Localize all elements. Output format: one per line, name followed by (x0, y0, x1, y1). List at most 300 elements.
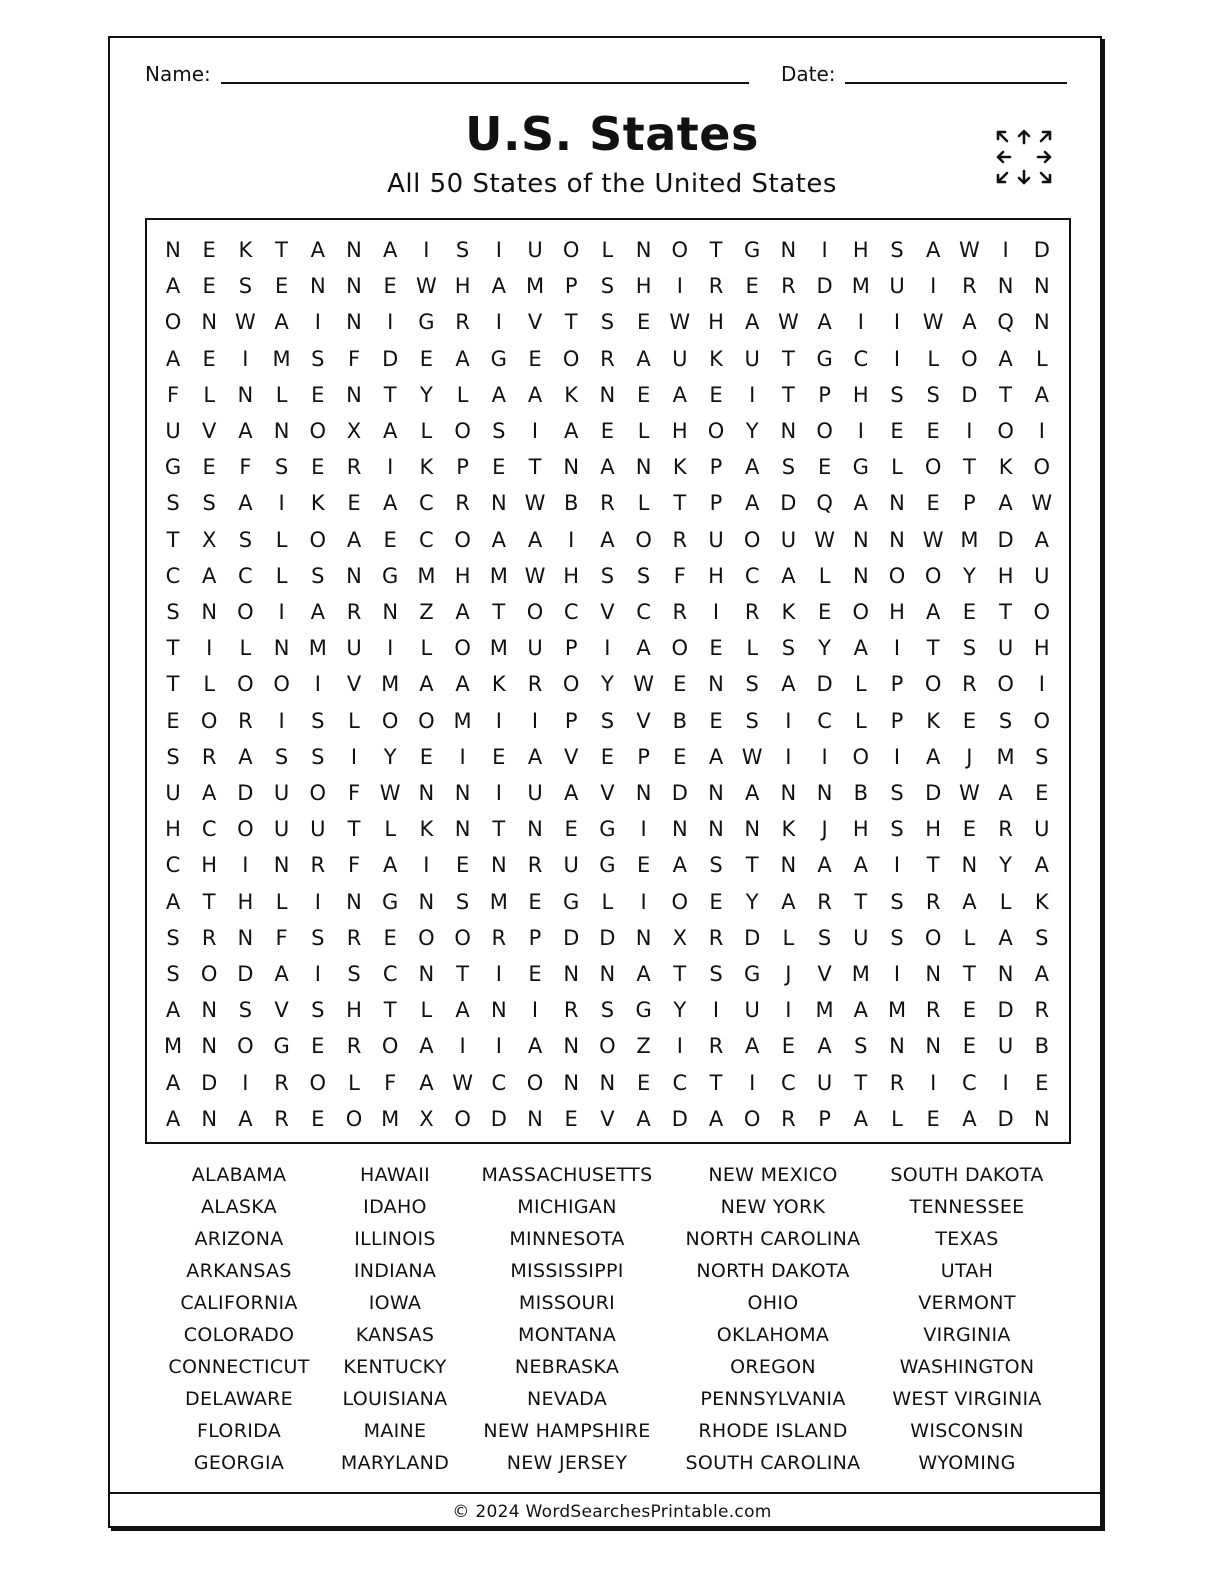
grid-letter: L (927, 346, 940, 371)
grid-letter: G (744, 962, 761, 986)
grid-letter: N (273, 853, 290, 878)
grid-letter: E (709, 708, 723, 733)
grid-letter: V (274, 998, 289, 1023)
grid-letter: H (165, 817, 181, 842)
grid-letter: R (600, 346, 615, 371)
grid-letter: L (1035, 346, 1048, 371)
grid-letter: A (310, 600, 325, 624)
grid-letter: L (601, 889, 614, 914)
direction-arrows-icon (993, 126, 1055, 188)
grid-letter: S (781, 455, 796, 480)
grid-letter: A (383, 491, 398, 516)
grid-letter: H (889, 600, 905, 624)
grid-letter: R (708, 1034, 724, 1059)
grid-letter: L (348, 1070, 360, 1095)
grid-letter: C (165, 563, 181, 588)
grid-letter: S (274, 455, 289, 480)
grid-letter: E (311, 1106, 325, 1131)
grid-letter: I (1038, 672, 1045, 697)
grid-letter: K (419, 455, 434, 480)
grid-letter: L (637, 491, 650, 516)
grid-letter: R (962, 672, 977, 697)
grid-letter: U (744, 346, 760, 371)
grid-letter: O (237, 600, 254, 624)
grid-letter: E (311, 1034, 325, 1059)
grid-letter: Y (383, 744, 397, 769)
grid-letter: N (635, 238, 652, 262)
grid-letter: I (495, 310, 502, 335)
grid-letter: P (818, 1106, 831, 1131)
grid-letter: F (347, 346, 361, 371)
grid-letter: W (524, 491, 546, 516)
grid-letter: T (492, 817, 506, 842)
grid-letter: H (925, 817, 942, 842)
word-list-item: SOUTH DAKOTA (890, 1164, 1044, 1186)
grid-letter: R (708, 274, 724, 299)
grid-letter: O (671, 889, 689, 914)
grid-letter: C (636, 600, 651, 624)
grid-letter: H (997, 563, 1014, 588)
grid-letter: H (346, 998, 362, 1023)
grid-letter: O (381, 1034, 399, 1059)
grid-letter: S (1035, 925, 1049, 950)
grid-letter: S (600, 274, 615, 299)
grid-letter: N (997, 274, 1014, 299)
grid-letter: D (237, 962, 254, 986)
grid-letter: I (387, 310, 394, 335)
grid-letter: I (531, 419, 539, 443)
grid-letter: I (893, 962, 901, 986)
grid-letter: N (346, 274, 362, 299)
grid-letter: E (962, 600, 977, 624)
word-list-item: MARYLAND (340, 1452, 450, 1474)
grid-letter: E (1035, 1070, 1049, 1095)
grid-letter: N (816, 781, 833, 805)
grid-letter: A (238, 1106, 253, 1131)
grid-letter: E (528, 962, 542, 986)
grid-letter: I (278, 600, 285, 624)
grid-letter: N (237, 925, 254, 950)
grid-letter: G (852, 455, 869, 480)
grid-letter: W (741, 744, 763, 769)
grid-letter: D (816, 672, 833, 697)
grid-letter: E (492, 455, 506, 480)
grid-letter: H (635, 274, 652, 299)
grid-letter: O (852, 600, 870, 624)
grid-letter: A (636, 346, 651, 371)
grid-letter: A (853, 1106, 868, 1131)
grid-letter: P (564, 274, 578, 299)
grid-letter: D (563, 925, 580, 950)
grid-letter: A (274, 310, 289, 335)
grid-letter: I (278, 708, 285, 733)
grid-letter: I (495, 708, 502, 733)
grid-letter: H (852, 238, 869, 262)
grid-letter: C (201, 817, 217, 842)
grid-letter: R (998, 817, 1013, 842)
grid-letter: H (852, 817, 869, 842)
grid-letter: A (527, 527, 543, 552)
grid-letter: R (563, 998, 579, 1023)
grid-letter: C (238, 563, 253, 588)
grid-letter: R (310, 853, 326, 878)
grid-letter: T (673, 962, 687, 986)
grid-letter: I (387, 636, 394, 661)
grid-letter: I (821, 744, 828, 769)
grid-letter: A (781, 672, 796, 697)
grid-letter: N (1033, 310, 1050, 335)
grid-letter: D (382, 346, 399, 371)
grid-letter: E (600, 419, 615, 443)
grid-letter: P (564, 636, 578, 661)
grid-letter: I (423, 238, 430, 262)
grid-letter: R (346, 600, 362, 624)
grid-letter: D (599, 925, 616, 950)
grid-letter: F (275, 925, 288, 950)
grid-letter: A (202, 781, 217, 805)
grid-letter: D (201, 1070, 218, 1095)
grid-letter: T (166, 636, 180, 661)
grid-letter: A (564, 781, 579, 805)
grid-letter: S (600, 708, 615, 733)
grid-letter: A (419, 1070, 434, 1095)
grid-letter: K (709, 346, 723, 371)
grid-letter: D (1033, 238, 1050, 262)
grid-letter: S (166, 925, 180, 950)
grid-letter: S (492, 419, 506, 443)
word-list-item: OHIO (747, 1292, 799, 1314)
grid-letter: V (202, 419, 217, 443)
grid-letter: N (490, 491, 507, 516)
word-list-item: SOUTH CAROLINA (685, 1452, 861, 1474)
grid-letter: N (1033, 1106, 1050, 1131)
grid-letter: F (239, 455, 252, 480)
grid-letter: E (636, 853, 651, 878)
word-list-item: OREGON (730, 1356, 816, 1378)
grid-letter: E (962, 817, 977, 842)
grid-letter: O (237, 1034, 254, 1059)
grid-letter: N (201, 1106, 218, 1131)
grid-letter: N (852, 563, 869, 588)
grid-letter: T (528, 455, 542, 480)
grid-letter: R (455, 310, 470, 335)
grid-letter: S (455, 238, 470, 262)
grid-letter: T (854, 889, 868, 914)
grid-letter: I (1038, 419, 1045, 443)
grid-letter: B (1034, 1034, 1049, 1059)
grid-letter: L (275, 382, 288, 407)
grid-letter: N (237, 382, 254, 407)
date-label: Date: (781, 62, 836, 86)
grid-letter: A (745, 491, 760, 516)
grid-letter: N (635, 455, 652, 480)
grid-letter: U (273, 817, 290, 842)
grid-letter: O (309, 419, 327, 443)
grid-letter: N (780, 419, 797, 443)
word-list-item: MASSACHUSETTS (481, 1164, 653, 1186)
grid-letter: N (744, 817, 761, 842)
page-subtitle: All 50 States of the United States (387, 169, 837, 199)
grid-letter: N (563, 962, 580, 986)
word-list-item: DELAWARE (185, 1388, 293, 1410)
grid-letter: E (311, 382, 325, 407)
grid-letter: E (455, 853, 470, 878)
grid-letter: L (275, 527, 288, 552)
grid-letter: N (273, 636, 290, 661)
word-list-item: ARKANSAS (186, 1260, 292, 1282)
grid-letter: R (346, 925, 362, 950)
word-list-item: FLORIDA (197, 1420, 281, 1442)
grid-letter: I (930, 274, 937, 299)
word-list-item: TENNESSEE (909, 1196, 1025, 1218)
grid-letter: C (853, 346, 869, 371)
grid-letter: T (926, 636, 940, 661)
grid-letter: L (782, 925, 795, 950)
grid-letter: E (600, 744, 615, 769)
grid-letter: U (672, 346, 688, 371)
grid-letter: L (456, 382, 469, 407)
word-list-item: NEW HAMPSHIRE (483, 1420, 651, 1442)
grid-letter: D (237, 781, 254, 805)
word-list-item: MONTANA (518, 1324, 616, 1346)
grid-letter: O (381, 708, 399, 733)
grid-letter: A (745, 781, 760, 805)
grid-letter: O (961, 346, 978, 371)
grid-letter: A (1034, 853, 1049, 878)
grid-letter: N (490, 853, 507, 878)
grid-letter: L (275, 889, 288, 914)
grid-letter: R (201, 744, 217, 769)
grid-letter: P (528, 925, 542, 950)
grid-letter: O (1033, 455, 1051, 480)
grid-letter: U (527, 781, 543, 805)
grid-letter: U (997, 1034, 1014, 1059)
grid-letter: A (853, 853, 868, 878)
grid-letter: I (821, 238, 828, 262)
grid-letter: N (346, 238, 362, 262)
grid-letter: L (637, 419, 650, 443)
grid-letter: D (997, 998, 1014, 1023)
grid-letter: O (309, 1070, 327, 1095)
grid-letter: N (780, 238, 797, 262)
grid-letter: R (600, 491, 615, 516)
grid-letter: C (744, 563, 760, 588)
grid-letter: S (890, 781, 904, 805)
grid-letter: O (599, 1034, 616, 1059)
grid-letter: S (238, 998, 253, 1023)
grid-letter: I (640, 889, 647, 914)
grid-letter: T (456, 962, 469, 986)
grid-letter: I (314, 962, 321, 986)
grid-letter: S (854, 1034, 868, 1059)
grid-letter: T (709, 238, 723, 262)
grid-letter: D (490, 1106, 507, 1131)
grid-letter: G (599, 853, 616, 878)
grid-letter: N (780, 781, 797, 805)
grid-letter: A (165, 1070, 181, 1095)
grid-letter: U (816, 1070, 833, 1095)
grid-letter: I (785, 998, 792, 1023)
grid-letter: I (640, 817, 647, 842)
word-list-item: VERMONT (918, 1292, 1016, 1314)
grid-letter: G (635, 998, 652, 1023)
grid-letter: E (383, 527, 397, 552)
grid-letter: A (817, 310, 832, 335)
grid-letter: D (744, 925, 761, 950)
grid-letter: A (817, 853, 832, 878)
grid-letter: D (780, 491, 797, 516)
grid-letter: L (203, 382, 216, 407)
grid-letter: I (568, 527, 575, 552)
grid-letter: N (599, 962, 616, 986)
grid-letter: Q (997, 310, 1014, 335)
footer-divider (108, 1492, 1102, 1494)
grid-letter: N (346, 382, 362, 407)
grid-letter: U (165, 781, 181, 805)
grid-letter: A (636, 1106, 651, 1131)
grid-letter: A (998, 781, 1013, 805)
grid-letter: S (890, 238, 904, 262)
grid-letter: N (563, 1070, 580, 1095)
grid-letter: E (890, 419, 904, 443)
grid-letter: M (851, 962, 870, 986)
grid-letter: M (815, 998, 834, 1023)
name-line (221, 82, 749, 84)
grid-letter: N (708, 781, 724, 805)
grid-letter: A (491, 274, 506, 299)
word-list-item: KANSAS (355, 1324, 435, 1346)
grid-letter: A (455, 600, 470, 624)
grid-letter: N (527, 817, 543, 842)
grid-letter: W (1031, 491, 1053, 516)
grid-letter: H (1033, 636, 1050, 661)
grid-letter: C (817, 708, 832, 733)
grid-letter: N (201, 998, 218, 1023)
grid-letter: I (242, 853, 249, 878)
grid-letter: H (708, 310, 724, 335)
word-list-item: INDIANA (353, 1260, 437, 1282)
grid-letter: L (818, 563, 831, 588)
grid-letter: O (997, 672, 1014, 697)
grid-letter: S (890, 925, 904, 950)
grid-letter: N (780, 853, 797, 878)
grid-letter: A (745, 310, 760, 335)
grid-letter: R (781, 1106, 796, 1131)
grid-letter: V (636, 708, 651, 733)
grid-letter: O (1033, 708, 1051, 733)
grid-letter: W (633, 672, 654, 697)
grid-letter: E (817, 455, 832, 480)
grid-letter: I (495, 962, 502, 986)
grid-letter: T (926, 853, 940, 878)
grid-letter: N (961, 853, 978, 878)
grid-letter: O (1033, 600, 1051, 624)
grid-letter: E (1035, 781, 1049, 805)
grid-letter: E (962, 1034, 977, 1059)
grid-letter: A (600, 527, 615, 552)
grid-letter: P (709, 455, 723, 480)
word-list-item: OKLAHOMA (716, 1324, 830, 1346)
grid-letter: I (350, 744, 358, 769)
grid-letter: F (347, 853, 361, 878)
grid-letter: B (563, 491, 579, 516)
footer-copyright: © 2024 WordSearchesPrintable.com (452, 1502, 772, 1522)
grid-letter: E (419, 744, 434, 769)
grid-letter: A (491, 382, 506, 407)
grid-letter: E (709, 636, 723, 661)
word-list-item: NORTH DAKOTA (696, 1260, 850, 1282)
grid-letter: R (274, 1106, 289, 1131)
grid-letter: M (525, 274, 545, 299)
grid-letter: O (273, 672, 290, 697)
grid-letter: L (203, 672, 216, 697)
grid-letter: H (454, 274, 471, 299)
word-list-item: MINNESOTA (509, 1228, 625, 1250)
grid-letter: G (382, 889, 399, 914)
grid-letter: U (563, 853, 579, 878)
grid-letter: P (564, 708, 578, 733)
grid-letter: M (489, 563, 508, 588)
grid-letter: I (604, 636, 611, 661)
grid-letter: F (166, 382, 180, 407)
grid-letter: S (890, 817, 904, 842)
grid-letter: L (384, 817, 397, 842)
grid-letter: G (418, 310, 435, 335)
grid-letter: C (419, 527, 434, 552)
grid-letter: A (383, 853, 398, 878)
grid-letter: N (382, 600, 399, 624)
grid-letter: W (959, 781, 980, 805)
grid-letter: I (242, 346, 249, 371)
grid-letter: S (817, 925, 832, 950)
grid-letter: E (202, 455, 216, 480)
word-list-item: MISSOURI (518, 1292, 616, 1314)
grid-letter: R (527, 672, 543, 697)
grid-letter: I (495, 781, 502, 805)
grid-letter: N (201, 1034, 218, 1059)
word-list-item: NEW YORK (720, 1196, 826, 1218)
grid-letter: P (963, 491, 976, 516)
grid-letter: A (419, 672, 434, 697)
grid-letter: I (676, 1034, 683, 1059)
grid-letter: A (455, 672, 470, 697)
word-list-item: RHODE ISLAND (698, 1420, 848, 1442)
grid-letter: A (165, 889, 181, 914)
grid-letter: I (712, 998, 720, 1023)
grid-letter: V (600, 781, 615, 805)
grid-letter: R (817, 889, 832, 914)
grid-letter: O (418, 708, 435, 733)
word-list-item: UTAH (940, 1260, 994, 1282)
grid-letter: L (601, 238, 614, 262)
grid-letter: E (347, 491, 361, 516)
grid-letter: A (745, 455, 760, 480)
grid-letter: L (963, 925, 976, 950)
grid-letter: S (311, 346, 325, 371)
grid-letter: R (274, 1070, 289, 1095)
grid-letter: R (201, 925, 217, 950)
grid-letter: V (600, 600, 615, 624)
grid-letter: O (816, 419, 833, 443)
word-list-item: IOWA (368, 1292, 422, 1314)
grid-letter: A (165, 346, 181, 371)
grid-letter: T (347, 817, 361, 842)
grid-letter: R (491, 925, 507, 950)
grid-letter: Y (999, 853, 1012, 878)
grid-letter: N (708, 817, 724, 842)
word-list-item: CALIFORNIA (180, 1292, 298, 1314)
grid-letter: C (419, 491, 434, 516)
